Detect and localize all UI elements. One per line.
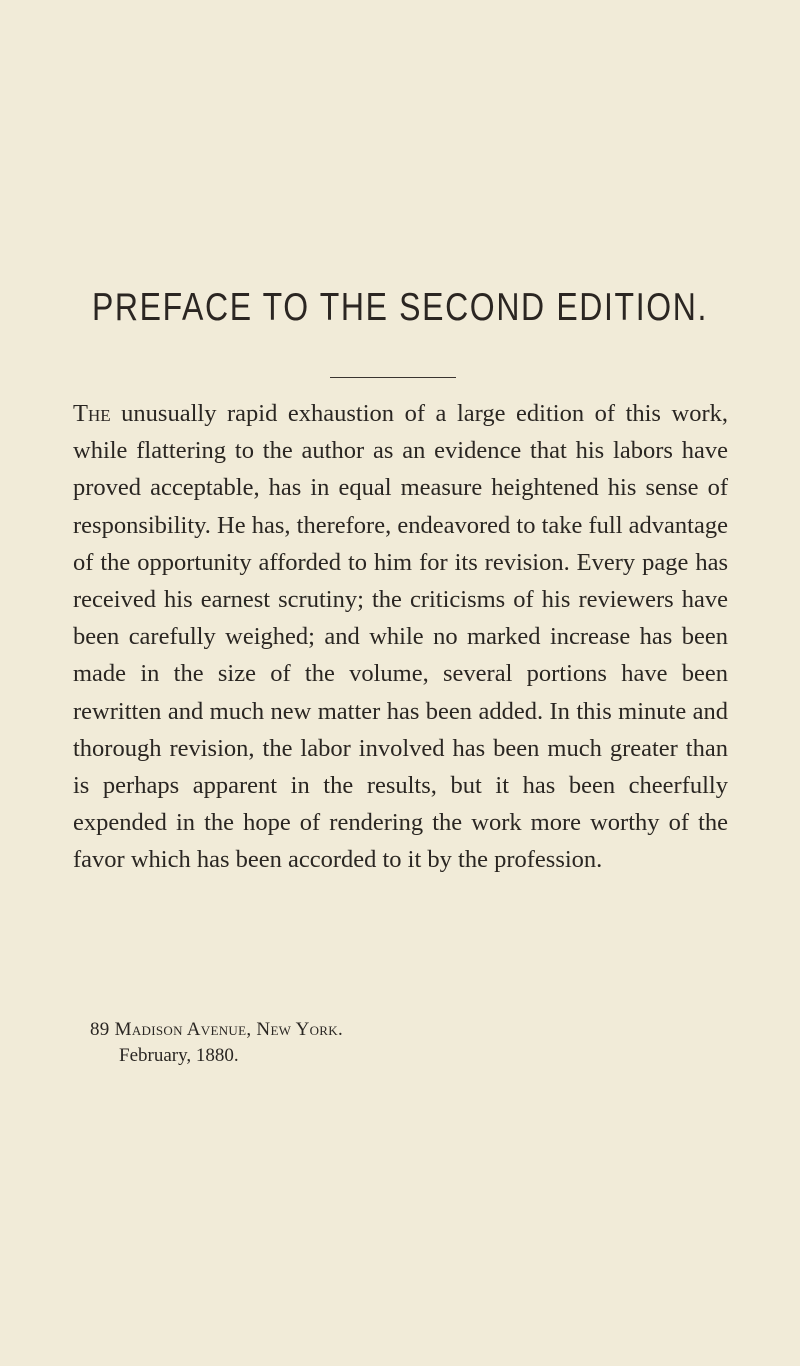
preface-text: unusually rapid exhaustion of a large edition of this work, while flattering to the author as an evidence that his labors have proved acceptable, has in equal measure heightened his sense of responsibility. He has, therefore, endeavored to take full advantage of the opportunity afforded to him for its revision. Every page has received his earnest scrutiny; the criticisms of his reviewers have been carefully weighed; and while no marked increase has been made in the size of the volume, several portions have been rewritten and much new matter has been added. In this minute and thorough revision, the labor involved has been much greater than is perhaps apparent in the results, but it has been cheerfully expended in the hope of rendering the work more worthy of the favor which has been accorded to it by the profession. bbox=[73, 400, 728, 874]
page-title: PREFACE TO THE SECOND EDITION. bbox=[91, 286, 709, 329]
lead-word: The bbox=[73, 400, 111, 427]
signoff-address: 89 Madison Avenue, New York. bbox=[90, 1019, 344, 1040]
title-divider bbox=[330, 377, 456, 378]
signoff-date: February, 1880. bbox=[119, 1045, 239, 1066]
preface-paragraph bbox=[73, 395, 728, 879]
